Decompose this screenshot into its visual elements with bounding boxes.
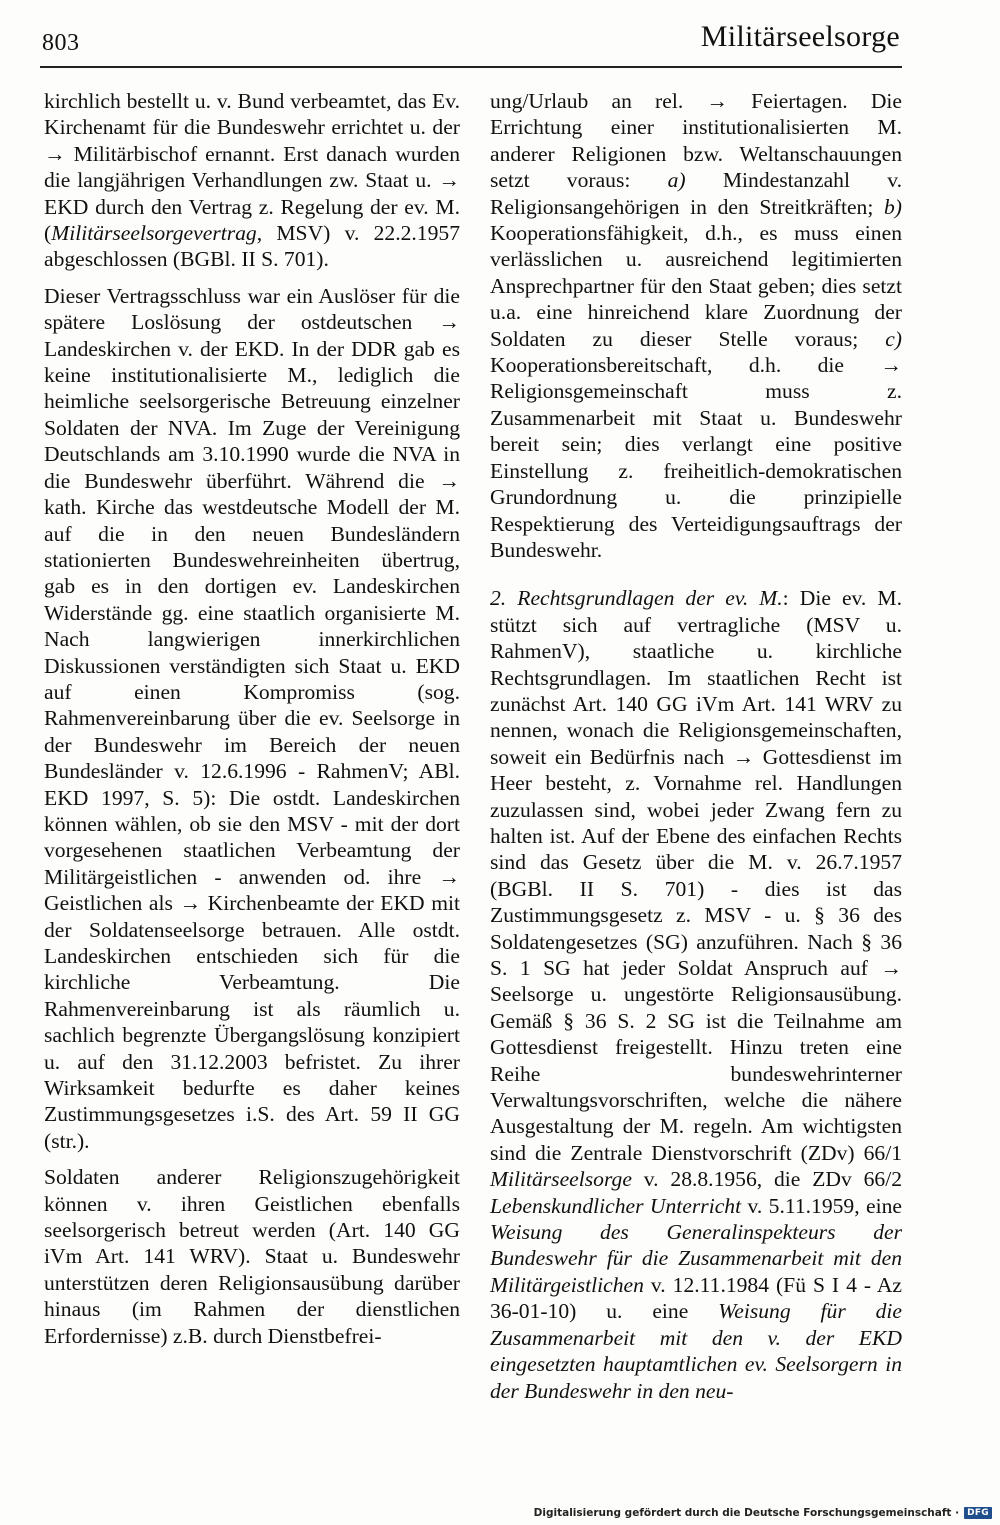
page-header bbox=[40, 14, 902, 68]
text-run: ung/Urlaub an rel. → Feiertagen. Die Errichtung einer institutionalisierten M. anderer Religionen bzw. Weltanschauungen setzt voraus: bbox=[490, 89, 902, 193]
paragraph bbox=[44, 283, 460, 1154]
italic-text-run: Weisung des Generalinspekteurs der Bundeswehr für die Zusammenarbeit mit den Militärgeistlichen bbox=[490, 1220, 902, 1297]
running-head: Militärseelsorge bbox=[700, 20, 900, 53]
italic-text-run: Militärseelsorgevertrag bbox=[51, 221, 257, 246]
text-run: Kooperationsbereitschaft, d.h. die → Religionsgemeinschaft muss z. Zusammenarbeit mit Staat u. Bundeswehr bereit sein; dies verlangt eine positive Einstellung z. freiheitlich-demokratischen Grundordnung u. die prinzipielle Respektierung des Verteidigungsauftrags der Bundeswehr. bbox=[490, 353, 902, 562]
text-run: Soldaten anderer Religionszugehörigkeit können v. ihren Geistlichen ebenfalls seelsorgerisch betreut werden (Art. 140 GG iVm Art. 141 WRV). Staat u. Bundeswehr unterstützen deren Religionsausübung darüber hinaus (im Rahmen der dienstlichen Erfordernisse) z.B. durch Dienstbefrei- bbox=[44, 1165, 460, 1348]
text-run: v. 5.11.1959, eine bbox=[741, 1193, 902, 1218]
dfg-logo: DFG bbox=[964, 1507, 992, 1519]
digitization-footer bbox=[534, 1505, 992, 1521]
text-run: , MSV) v. 22.2.1957 abgeschlossen (BGBl. II S. 701). bbox=[44, 221, 460, 272]
text-run: Dieser Vertragsschluss war ein Auslöser für die spätere Loslösung der ostdeutschen → Landeskirchen v. der EKD. In der DDR gab es keine institutionalisierte M., lediglich die heimliche seelsorgerische Betreuung einzelner Soldaten der NVA. Im Zuge der Vereinigung Deutschlands am 3.10.1990 wurde die NVA in die Bundeswehr überführt. Während die → kath. Kirche das westdeutsche Modell der M. auf die in den neuen Bundesländern stationierten Bundeswehreinheiten übertrug, gab es in den dortigen ev. Landeskirchen Widerstände gg. eine staatlich organisierte M. Nach langwierigen innerkirchlichen Diskussionen verständigten sich Staat u. EKD auf einen Kompromiss (sog. Rahmenvereinbarung über die ev. Seelsorge in der Bundeswehr im Bereich der neuen Bundesländer v. 12.6.1996 - RahmenV; ABl. EKD 1997, S. 5): Die ostdt. Landeskirchen können wählen, ob sie den MSV - mit der dort vorgesehenen staatlichen Verbeamtung der Militärgeistlichen - anwenden od. ihre → Geistlichen als → Kirchenbeamte der EKD mit der Soldatenseelsorge betrauen. Alle ostdt. Landeskirchen entschieden sich für die kirchliche Verbeamtung. Die Rahmenvereinbarung ist als räumlich u. sachlich begrenzte Übergangslösung konzipiert u. auf den 31.12.2003 befristet. Zu ihrer Wirksamkeit bedurfte es daher keines Zustimmungsgesetzes i.S. des Art. 59 II GG (str.). bbox=[44, 283, 460, 1153]
italic-text-run: Weisung für die Zusammenarbeit mit den v. der EKD eingesetzten hauptamtlichen ev. Seelsorgern in der Bundeswehr in den neu- bbox=[490, 1299, 903, 1403]
left-column bbox=[44, 88, 460, 1359]
paragraph bbox=[44, 1164, 460, 1349]
text-run: : Die ev. M. stützt sich auf vertragliche (MSV u. RahmenV), staatliche u. kirchliche Rechtsgrundlagen. Im staatlichen Recht ist zunächst Art. 140 GG iVm Art. 141 WRV zu nennen, wonach die Religionsgemeinschaften, soweit ein Bedürfnis nach → Gottesdienst im Heer besteht, z. Vornahme rel. Handlungen zuzulassen sind, wobei jeder Zwang fern zu halten ist. Auf der Ebene des einfachen Rechts sind das Gesetz über die M. v. 26.7.1957 (BGBl. II S. 701) - dies ist das Zustimmungsgesetz z. MSV - u. § 36 des Soldatengesetzes (SG) anzuführen. Nach § 36 S. 1 SG hat jeder Soldat Anspruch auf → Seelsorge u. ungestörte Religionsausübung. Gemäß § 36 S. 2 SG ist die Teilnahme am Gottesdienst freigestellt. Hinzu treten eine Reihe bundeswehrinterner Verwaltungsvorschriften, welche die nähere Ausgestaltung der M. regeln. Am wichtigsten sind die Zentrale Dienstvorschrift (ZDv) 66/1 bbox=[490, 586, 902, 1165]
footer-text: Digitalisierung gefördert durch die Deutsche Forschungsgemeinschaft · bbox=[533, 1507, 960, 1519]
text-run: v. 12.11.1984 (Fü S I 4 - Az 36-01-10) u. eine bbox=[490, 1272, 902, 1324]
italic-text-run: c) bbox=[885, 326, 902, 351]
italic-text-run: b) bbox=[884, 194, 902, 219]
italic-text-run: 2. Rechtsgrundlagen der ev. M. bbox=[490, 586, 783, 611]
italic-text-run: Militärseelsorge bbox=[490, 1167, 632, 1192]
right-column bbox=[490, 88, 902, 1414]
italic-text-run: a) bbox=[667, 168, 686, 193]
italic-text-run: Lebenskundlicher Unterricht bbox=[490, 1193, 742, 1218]
paragraph bbox=[44, 88, 460, 273]
text-run: Kooperationsfähigkeit, d.h., es muss einen verlässlichen u. ausreichend legitimierten Ansprechpartner für den Staat geben; dies setzt u.a. eine hinreichend klare Zuordnung der Soldaten zu dieser Stelle voraus; bbox=[490, 221, 902, 351]
page-number: 803 bbox=[42, 30, 80, 56]
text-run: v. 28.8.1956, die ZDv 66/2 bbox=[631, 1167, 902, 1192]
text-run: kirchlich bestellt u. v. Bund verbeamtet, das Ev. Kirchenamt für die Bundeswehr errichtet u. der → Militärbischof ernannt. Erst danach wurden die langjährigen Verhandlungen zw. Staat u. → EKD durch den Vertrag z. Regelung der ev. M. ( bbox=[44, 89, 460, 246]
text-run: Mindestanzahl v. Religionsangehörigen in den Streitkräften; bbox=[490, 168, 902, 219]
paragraph bbox=[490, 585, 902, 1404]
paragraph bbox=[490, 88, 902, 563]
